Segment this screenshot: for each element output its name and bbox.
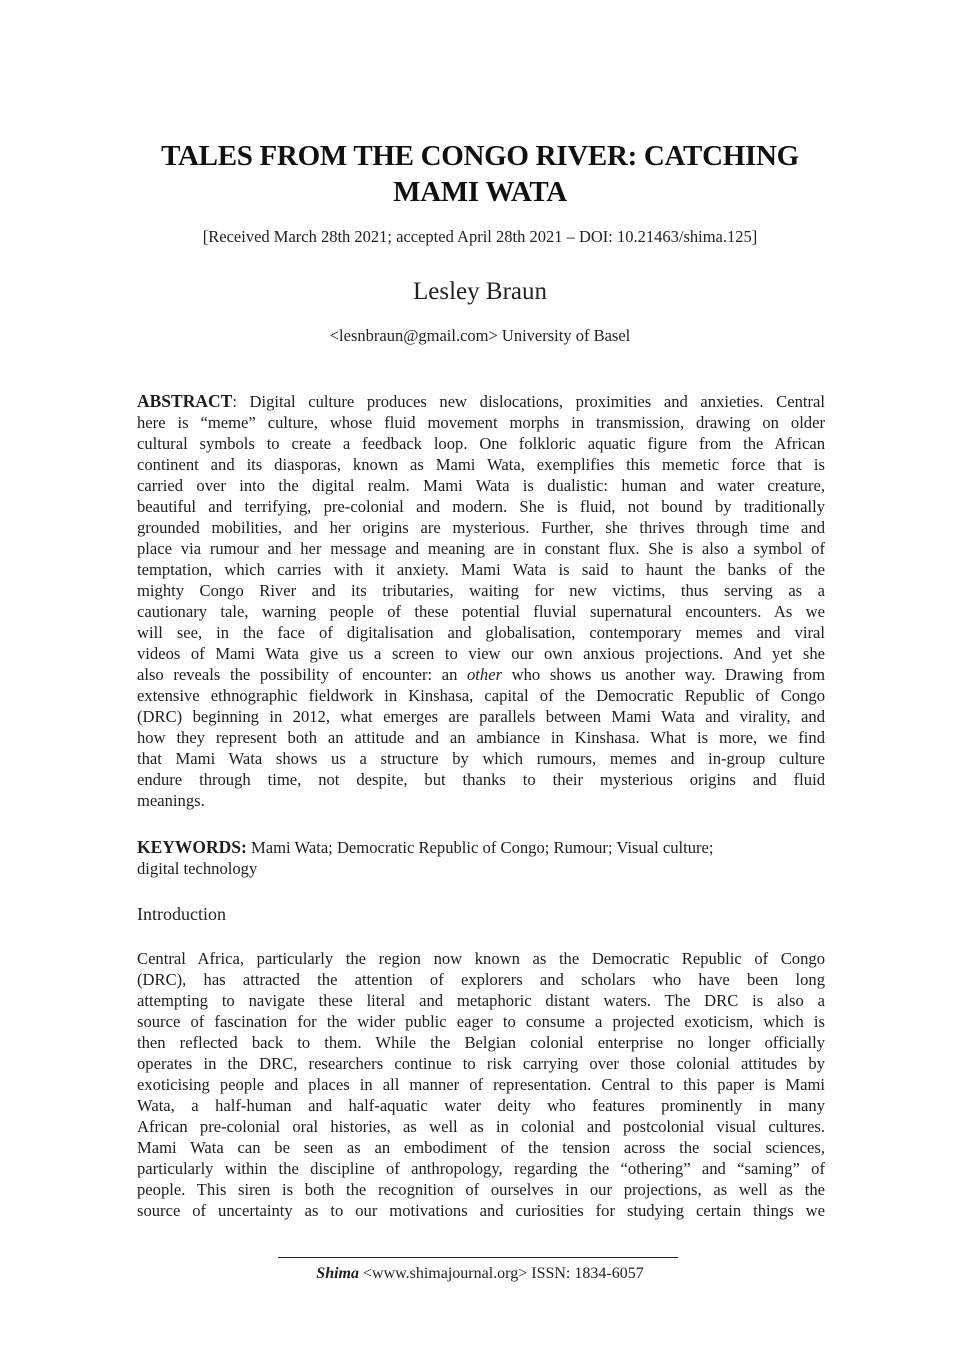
introduction-body (137, 948, 825, 1221)
body-line: people. This siren is both the recognition of ourselves in our projections, as well as the (137, 1180, 825, 1199)
body-line: (DRC), has attracted the attention of explorers and scholars who have been long (137, 970, 825, 989)
body-line: operates in the DRC, researchers continue to risk carrying over those colonial attitudes by (137, 1054, 825, 1073)
abstract-line: meanings. (137, 791, 205, 810)
body-line: Central Africa, particularly the region now known as the Democratic Republic of Congo (137, 949, 825, 968)
abstract-line: will see, in the face of digitalisation and globalisation, contemporary memes and viral (137, 623, 825, 642)
abstract (137, 391, 825, 811)
body-line: source of uncertainty as to our motivations and curiosities for studying certain things we (137, 1201, 825, 1220)
abstract-line: that Mami Wata shows us a structure by which rumours, memes and in-group culture (137, 749, 825, 768)
body-line: particularly within the discipline of anthropology, regarding the “othering” and “saming” of (137, 1159, 825, 1178)
body-line: then reflected back to them. While the Belgian colonial enterprise no longer officially (137, 1033, 825, 1052)
keywords-label: KEYWORDS: (137, 837, 247, 857)
abstract-line: here is “meme” culture, whose fluid movement morphs in transmission, drawing on older (137, 413, 825, 432)
abstract-line: carried over into the digital realm. Mami Wata is dualistic: human and water creature, (137, 476, 825, 495)
paper-title (100, 138, 860, 210)
abstract-line: how they represent both an attitude and an ambiance in Kinshasa. What is more, we find (137, 728, 825, 747)
body-line: Wata, a half-human and half-aquatic water deity who features prominently in many (137, 1096, 825, 1115)
abstract-line: place via rumour and her message and meaning are in constant flux. She is also a symbol of (137, 539, 825, 558)
abstract-line: cautionary tale, warning people of these potential fluvial supernatural encounters. As we (137, 602, 825, 621)
emphasis-other: other (467, 665, 503, 684)
abstract-line: videos of Mami Wata give us a screen to view our own anxious projections. And yet she (137, 644, 825, 663)
body-line: attempting to navigate these literal and metaphoric distant waters. The DRC is also a (137, 991, 825, 1010)
abstract-line: mighty Congo River and its tributaries, waiting for new victims, thus serving as a (137, 581, 825, 600)
keywords-line: KEYWORDS: Mami Wata; Democratic Republic of Congo; Rumour; Visual culture; (137, 837, 714, 857)
abstract-line: also reveals the possibility of encounter: an other who shows us another way. Drawing from (137, 665, 825, 684)
keywords (137, 837, 825, 879)
author-affiliation: <lesnbraun@gmail.com> University of Basel (329, 326, 631, 345)
abstract-label: ABSTRACT (137, 391, 233, 411)
keywords-line: digital technology (137, 859, 258, 878)
received-accepted-doi: [Received March 28th 2021; accepted April 28th 2021 – DOI: 10.21463/shima.125] (202, 227, 758, 246)
title-line-1: TALES FROM THE CONGO RIVER: CATCHING (161, 140, 799, 172)
journal-url-issn: <www.shimajournal.org> ISSN: 1834-6057 (358, 1265, 644, 1282)
journal-name: Shima (316, 1265, 359, 1282)
section-heading-introduction: Introduction (137, 904, 226, 924)
page-footer (200, 1264, 760, 1284)
abstract-line: grounded mobilities, and her origins are mysterious. Further, she thrives through time and (137, 518, 825, 537)
body-line: African pre-colonial oral histories, as well as in colonial and postcolonial visual cultures. (137, 1117, 825, 1136)
abstract-line: beautiful and terrifying, pre-colonial and modern. She is fluid, not bound by traditionally (137, 497, 825, 516)
abstract-line: continent and its diasporas, known as Mami Wata, exemplifies this memetic force that is (137, 455, 825, 474)
title-line-2: MAMI WATA (393, 176, 567, 208)
abstract-line: endure through time, not despite, but thanks to their mysterious origins and fluid (137, 770, 825, 789)
body-line: source of fascination for the wider public eager to consume a projected exoticism, which is (137, 1012, 825, 1031)
body-line: Mami Wata can be seen as an embodiment of the tension across the social sciences, (137, 1138, 825, 1157)
body-line: exoticising people and places in all manner of representation. Central to this paper is Mami (137, 1075, 825, 1094)
author-name: Lesley Braun (413, 278, 547, 305)
abstract-line: (DRC) beginning in 2012, what emerges are parallels between Mami Wata and virality, and (137, 707, 825, 726)
abstract-line: temptation, which carries with it anxiety. Mami Wata is said to haunt the banks of the (137, 560, 825, 579)
abstract-line: extensive ethnographic fieldwork in Kinshasa, capital of the Democratic Republic of Congo (137, 686, 825, 705)
abstract-line: cultural symbols to create a feedback loop. One folkloric aquatic figure from the African (137, 434, 825, 453)
abstract-line: ABSTRACT: Digital culture produces new dislocations, proximities and anxieties. Central (137, 391, 825, 411)
footer-divider (278, 1257, 678, 1258)
